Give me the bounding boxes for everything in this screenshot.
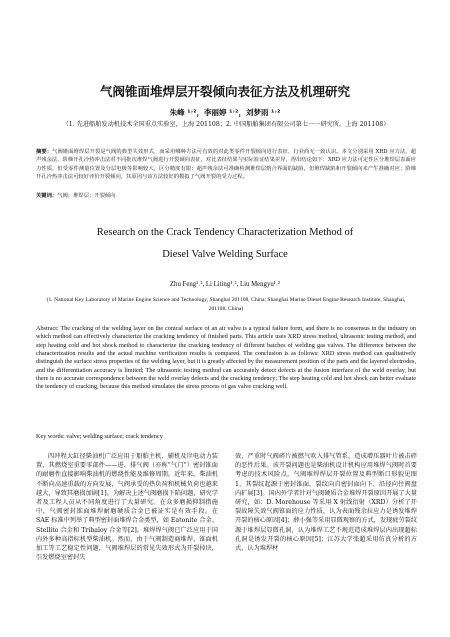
english-keywords-label: Key words: — [36, 433, 65, 440]
body-column-right — [235, 452, 417, 553]
chinese-affiliation: （1. 先进船舶发动机技术全国重点实验室，上海 201108；2. 中国船舶集团有限公司第七一一研究所，上海 201108） — [62, 121, 390, 128]
chinese-keywords-text: 气阀；堆焊层；开裂倾向 — [57, 193, 116, 199]
english-affiliation: (1. National Key Laboratory of Marine Engine Science and Technology, Shanghai 201108, China; Shanghai Marine Diesel Engine Research Institute, Shanghai, 201108, China) — [46, 297, 406, 312]
english-abstract — [36, 325, 416, 392]
english-title-line-1: Research on the Crack Tendency Characterization Method of — [96, 227, 354, 238]
chinese-keywords-label: 关键词： — [36, 193, 58, 199]
chinese-abstract-label: 摘要： — [36, 149, 53, 155]
chinese-keywords — [36, 192, 416, 200]
english-title — [0, 222, 450, 266]
body-right-text: 效，严重时气阀碎片被燃气吹入排气管系，造成增压器叶片被击碎的恶性后果。该开裂问题也是柴油机设计机构应用堆焊气阀时首要考虑的技术风险点。气阀堆焊焊层开裂位置及典型断口形貌见图 1，其裂纹起源于密封锥面，裂纹向自密封面向下、沿径向往阀盘内扩展[3]。国内外学者针对气阀硬质合金堆焊开裂原因开展了大量研究，如：D. Morehouse 等采用 X 射线衍射（XRD）分析了开裂故障失效气阀锥面的应力性质，认为表面残余拉应力是诱发堆焊开裂的核心原因[4]；薛小强等采用显微观察的方式，发现疲劳裂纹源于堆焊层显微孔洞，认为堆焊工艺不规范造成堆焊层内出现超标孔洞是诱发开裂的核心原因[5]；江苏大学张超采用仿真分析的方式，认为堆焊材 — [235, 453, 418, 553]
english-abstract-label: Abstract: — [36, 325, 59, 332]
chinese-abstract — [36, 148, 416, 181]
chinese-title: 气阀锥面堆焊层开裂倾向表征方法及机理研究 — [99, 84, 350, 99]
chinese-abstract-text: 气阀锥面堆焊层开裂是气阀的典型失效形式，而采用哪种方法可有效的对此类零件开裂倾向进行表征，行业尚无一致认识。本文分别采用 XRD 应力法、超声残余法、阶梯开孔冷热冲击法对不同批次堆焊气阀进行开裂倾向表征，对比表征结果与实际验证结果差异，得出结论如下：XRD 应力法可定性区分堆焊层表面应力性质，但受零件测量位置及分层电极等影响较大，区分精度有限；超声残余法可准确检测堆焊层熔合界面的缺陷，但堆焊缺陷和开裂倾向未产生准确对应；阶梯开孔冷热冲击法可较好评价开裂倾向，其原因与该方法较好的模拟了气阀开裂的受力过程。 — [36, 149, 416, 180]
english-abstract-text: The cracking of the welding layer on the conical surface of an air valve is a typical failure form, and there is no consensus in the industry on which method can effectively characterize the cracking tendency of finished parts. This article uses XRD stress method, ultrasonic testing method, and step heating cold and hot shock method to characterize the cracking tendency of different batches of welding gas valves. The difference between the characterization results and the actual machine verification results is compared. The conclusion is as follows: XRD stress method can qualitatively distinguish the surface stress properties of the welding layer, but it is greatly affected by the measurement position of the parts and the layered electrodes, and the differentiation accuracy is limited; The ultrasonic testing method can accurately detect defects at the fusion interface of the weld overlay, but there is no accurate correspondence between the weld overlay defects and the cracking tendency; The step heating cold and hot shock can better evaluate the tendency of cracking, because this method simulates the stress process of gas valve cracking well. — [36, 325, 416, 391]
body-left-text: 四冲程大缸径柴油机广泛应用于船舶主机、辅机及岸电动力装置，其燃烧室重要零部件——进、排气阀（亦称“气门”）密封锥面的耐磨性直接影响柴油机的燃烧性能及维修周期。近年来，柴油机不断向高速重载的方向发展，气阀承受的热负荷和机械负荷也越来越大，导致其磨损加剧[1]。为解决上述气阀磨损下陷问题，研究学者及工程人员从不同角度进行了大量研究。在众多磨损抑制措施中，气阀密封锥面堆焊耐磨硬质合金已被证实是有效手段。在 SAE 标准中列举了典型密封面堆焊合金类型，如 Eatonite 合金、Stellite 合金和 Tribaloy 合金等[2]。堆焊焊气阀已广泛应用于国内外多种高指标机型柴油机。然而，由于气阀制造商堆焊、锥面机加工等工艺稳定性问题，气阀堆焊层的常见失效形式为开裂掉块，引发燃烧室密封失 — [36, 453, 219, 562]
chinese-authors: 朱峰 ¹˒²，李丽婷 ¹˒²，刘梦雨 ¹˒² — [169, 108, 281, 117]
body-column-left — [36, 452, 218, 562]
english-title-line-2: Diesel Valve Welding Surface — [162, 249, 288, 260]
english-keywords — [36, 433, 416, 440]
english-authors: Zhu Feng¹˒², Li Liting¹˒², Liu Mengyu¹˒² — [169, 281, 281, 288]
english-keywords-text: valve; welding surface; crack tendency — [66, 433, 163, 440]
